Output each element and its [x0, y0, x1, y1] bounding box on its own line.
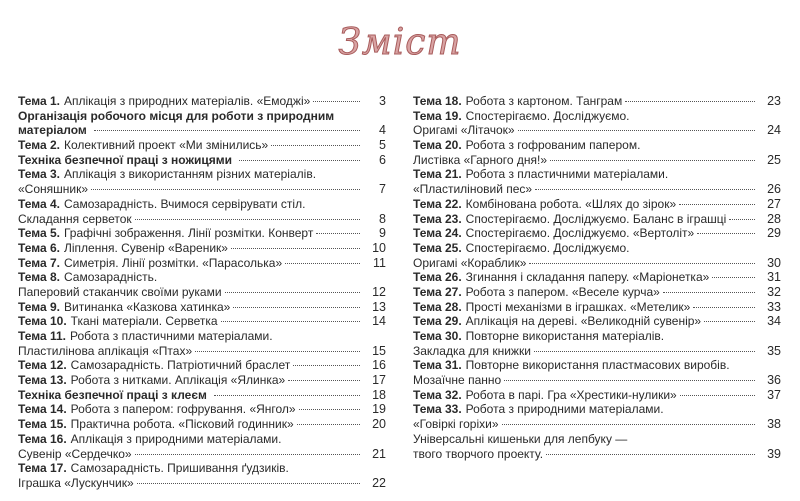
toc-line [18, 388, 386, 403]
toc-entry[interactable] [18, 167, 386, 196]
toc-entry[interactable] [413, 270, 781, 285]
toc-entry-label: Тема 8. [18, 270, 60, 285]
toc-page-number: 25 [767, 152, 781, 167]
toc-line [18, 167, 386, 182]
toc-entry[interactable] [413, 329, 781, 358]
toc-entry-title: Самозарадність. Пришивання ґудзиків. [70, 461, 289, 476]
dot-leader [625, 101, 755, 102]
toc-page-number: 38 [767, 417, 781, 432]
toc-page-number: 14 [372, 314, 386, 329]
toc-entry[interactable] [18, 417, 386, 432]
toc-page-number: 32 [767, 284, 781, 299]
toc-line [413, 226, 781, 241]
toc-line [413, 212, 781, 227]
toc-entry-title: Складання серветок [18, 211, 132, 226]
toc-entry[interactable] [18, 153, 386, 168]
toc-page-number: 33 [767, 299, 781, 314]
toc-page-number: 29 [767, 226, 781, 241]
toc-entry[interactable] [18, 138, 386, 153]
toc-line [413, 373, 781, 388]
dot-leader [535, 189, 755, 190]
toc-entry-label: Тема 1. [18, 94, 60, 108]
toc-line [18, 270, 386, 285]
dot-leader [293, 365, 360, 366]
toc-entry-label: Тема 20. [413, 138, 462, 153]
toc-line [18, 109, 386, 124]
toc-line [413, 109, 781, 124]
toc-entry-title: Колективний проект «Ми змінились» [63, 138, 269, 153]
toc-entry-label: Тема 5. [18, 226, 60, 241]
dot-leader [288, 380, 360, 381]
toc-line [413, 417, 781, 432]
toc-entry-label: Техніка безпечної праці з ножицями [18, 152, 232, 167]
dot-leader [529, 263, 755, 264]
toc-line [413, 270, 781, 285]
toc-page-number: 36 [767, 373, 781, 388]
toc-entry-title: Повторне використання матеріалів. [465, 329, 665, 343]
toc-line [413, 94, 781, 109]
toc-line [18, 402, 386, 417]
dot-leader [94, 130, 360, 131]
toc-entry-title: Графічні зображення. Лінії розмітки. Конверт [63, 226, 314, 241]
dot-leader [225, 292, 360, 293]
toc-entry-title: твого творчого проекту. [413, 446, 544, 461]
toc-entry[interactable] [413, 300, 781, 315]
toc-left-column [18, 94, 386, 491]
dot-leader [704, 321, 755, 322]
dot-leader [91, 189, 360, 190]
toc-entry-label: Тема 10. [18, 314, 67, 329]
dot-leader [550, 160, 755, 161]
toc-entry-label: Тема 22. [413, 196, 462, 211]
toc-line [18, 300, 386, 315]
toc-page-number: 13 [372, 299, 386, 314]
toc-line [413, 285, 781, 300]
toc-page-number: 19 [372, 402, 386, 417]
toc-entry-label: Тема 11. [18, 329, 66, 343]
toc-entry[interactable] [413, 241, 781, 270]
toc-page-number: 8 [379, 211, 386, 226]
toc-entry-title: Робота з картоном. Танграм [465, 94, 623, 108]
toc-line [413, 123, 781, 138]
toc-entry-label: Тема 15. [18, 417, 67, 432]
toc-entry-title: Мозаїчне панно [413, 373, 502, 388]
dot-leader [137, 483, 360, 484]
toc-line [18, 94, 386, 109]
toc-entry-title: Робота з гофрованим папером. [465, 138, 641, 153]
toc-entry-title: «Говіркі горіхи» [413, 417, 499, 432]
dot-leader [546, 454, 755, 455]
dot-leader [221, 321, 360, 322]
dot-leader [135, 219, 360, 220]
toc-entry[interactable] [18, 241, 386, 256]
toc-entry-title: Робота з нитками. Аплікація «Ялинка» [70, 373, 286, 388]
toc-line [413, 197, 781, 212]
toc-entry-label: Тема 31. [413, 358, 462, 373]
toc-entry-label: Тема 28. [413, 299, 462, 314]
toc-page-number: 12 [372, 284, 386, 299]
toc-page-number: 3 [379, 94, 386, 108]
toc-line [413, 388, 781, 403]
toc-line [18, 344, 386, 359]
toc-entry-title: Робота з папером: гофрування. «Янгол» [70, 402, 296, 417]
toc-entry-title: Повторне використання пластмасових виробів. [465, 358, 730, 373]
toc-right-column [413, 94, 781, 461]
toc-entry-title: «Пластиліновий пес» [413, 182, 533, 197]
toc-entry-title: Згинання і складання паперу. «Маріонетка» [465, 270, 710, 285]
toc-page-number: 7 [379, 182, 386, 197]
toc-entry-label: Тема 14. [18, 402, 67, 417]
toc-entry-label: Техніка безпечної праці з клеєм [18, 387, 207, 402]
dot-leader [729, 219, 755, 220]
toc-entry[interactable] [18, 256, 386, 271]
toc-line [413, 300, 781, 315]
toc-entry-title: Самозарадність. [63, 270, 158, 285]
dot-leader [534, 351, 755, 352]
toc-page-number: 5 [379, 138, 386, 153]
toc-line [413, 153, 781, 168]
toc-entry[interactable] [413, 109, 781, 138]
toc-page-number: 37 [767, 387, 781, 402]
toc-page-number: 15 [372, 343, 386, 358]
toc-line [18, 138, 386, 153]
toc-entry[interactable] [413, 167, 781, 196]
dot-leader [504, 380, 755, 381]
dot-leader [195, 351, 360, 352]
toc-page-number: 17 [372, 373, 386, 388]
toc-page-number: 31 [767, 270, 781, 285]
toc-entry-label: Тема 19. [413, 108, 462, 123]
toc-entry[interactable] [413, 212, 781, 227]
dot-leader [271, 145, 360, 146]
toc-entry-label: Тема 2. [18, 138, 60, 153]
toc-entry-title: Універсальні кишеньки для лепбуку — [413, 431, 628, 446]
toc-line [413, 447, 781, 462]
toc-entry-title: Аплікація з природних матеріалів. «Емоджі» [63, 94, 311, 108]
toc-page-number: 22 [372, 475, 386, 490]
toc-entry-title: Самозарадність. Патріотичний браслет [70, 358, 291, 373]
toc-page-number: 35 [767, 343, 781, 358]
toc-page-number: 20 [372, 417, 386, 432]
toc-entry[interactable] [413, 197, 781, 212]
dot-leader [712, 277, 755, 278]
toc-entry-title: Робота з природними матеріалами. [465, 402, 664, 417]
toc-entry-label: Тема 18. [413, 94, 462, 108]
dot-leader [299, 409, 360, 410]
toc-entry-label: Тема 30. [413, 329, 462, 343]
toc-page-number: 16 [372, 358, 386, 373]
toc-entry-title: Самозарадність. Вчимося сервірувати стіл. [63, 196, 306, 211]
toc-entry-title: Прості механізми в іграшках. «Метелик» [465, 299, 691, 314]
toc-line [18, 123, 386, 138]
toc-line [413, 358, 781, 373]
toc-entry-title: Іграшка «Лускунчик» [18, 475, 134, 490]
toc-line [413, 432, 781, 447]
dot-leader [663, 292, 755, 293]
toc-entry-label: Тема 13. [18, 373, 67, 388]
toc-entry[interactable] [18, 402, 386, 417]
toc-entry-title: Робота з папером. «Веселе курча» [465, 284, 660, 299]
toc-line [413, 344, 781, 359]
dot-leader [518, 130, 755, 131]
toc-line [413, 402, 781, 417]
toc-page-number: 21 [372, 446, 386, 461]
toc-entry-title: Спостерігаємо. Досліджуємо. Баланс в іграшці [465, 211, 727, 226]
toc-entry-title: Ткані матеріали. Серветка [70, 314, 218, 329]
toc-line [18, 476, 386, 491]
toc-entry-title: Комбінована робота. «Шлях до зірок» [465, 196, 677, 211]
toc-line [18, 447, 386, 462]
toc-entry[interactable] [18, 314, 386, 329]
toc-entry[interactable] [413, 314, 781, 329]
toc-entry[interactable] [413, 388, 781, 403]
toc-page-number: 26 [767, 182, 781, 197]
dot-leader [502, 424, 755, 425]
dot-leader [233, 307, 360, 308]
toc-line [18, 182, 386, 197]
toc-entry-label: Тема 23. [413, 211, 462, 226]
dot-leader [239, 160, 360, 161]
toc-entry-label: Тема 12. [18, 358, 67, 373]
toc-line [18, 373, 386, 388]
toc-entry-title: Оригамі «Літачок» [413, 123, 515, 138]
toc-line [413, 314, 781, 329]
dot-leader [693, 307, 755, 308]
toc-line [413, 329, 781, 344]
toc-entry[interactable] [18, 109, 386, 138]
dot-leader [214, 395, 360, 396]
toc-entry-title: Робота з пластичними матеріалами. [70, 329, 273, 343]
dot-leader [231, 248, 360, 249]
toc-entry-title: «Соняшник» [18, 182, 89, 197]
toc-entry-label: Тема 26. [413, 270, 462, 285]
toc-entry[interactable] [18, 226, 386, 241]
toc-entry[interactable] [18, 388, 386, 403]
toc-line [18, 153, 386, 168]
toc-entry-title: Оригамі «Кораблик» [413, 255, 527, 270]
toc-entry-title: Ліплення. Сувенір «Вареник» [63, 240, 228, 255]
toc-entry-label: Тема 7. [18, 255, 60, 270]
toc-line [18, 329, 386, 344]
toc-line [413, 138, 781, 153]
toc-entry[interactable] [18, 270, 386, 299]
toc-entry[interactable] [18, 94, 386, 109]
toc-entry-label: Тема 25. [413, 240, 462, 255]
toc-line [18, 358, 386, 373]
toc-entry[interactable] [413, 285, 781, 300]
toc-entry-label: Тема 24. [413, 226, 462, 241]
toc-page-number: 10 [372, 240, 386, 255]
toc-line [18, 212, 386, 227]
toc-entry-title: Аплікація з використанням різних матеріалів. [63, 167, 317, 182]
toc-entry-title: Пластилінова аплікація «Птах» [18, 343, 193, 358]
toc-entry-title: Листівка «Гарного дня!» [413, 152, 548, 167]
toc-line [18, 256, 386, 271]
toc-entry[interactable] [18, 358, 386, 373]
toc-entry-label: Тема 29. [413, 314, 462, 329]
toc-entry-title: Паперовий стаканчик своїми руками [18, 284, 222, 299]
dot-leader [316, 233, 360, 234]
toc-entry-label: Організація робочого місця для роботи з природним [18, 108, 335, 123]
toc-entry-label: матеріалом [18, 123, 87, 138]
dot-leader [135, 454, 360, 455]
toc-entry[interactable] [18, 432, 386, 461]
toc-entry-label: Тема 3. [18, 167, 60, 182]
toc-page-number: 30 [767, 255, 781, 270]
toc-entry-title: Витинанка «Казкова хатинка» [63, 299, 231, 314]
toc-entry-label: Тема 21. [413, 167, 462, 182]
toc-entry-title: Спостерігаємо. Досліджуємо. [465, 108, 630, 123]
toc-page-number: 23 [767, 94, 781, 108]
toc-page-number: 24 [767, 123, 781, 138]
toc-line [18, 461, 386, 476]
dot-leader [297, 424, 360, 425]
toc-line [18, 226, 386, 241]
page-title: Зміст [338, 22, 462, 63]
toc-entry[interactable] [413, 226, 781, 241]
toc-page-number: 28 [767, 211, 781, 226]
toc-page-number: 11 [373, 255, 386, 270]
toc-line [413, 256, 781, 271]
toc-entry-title: Робота в парі. Гра «Хрестики-нулики» [465, 387, 677, 402]
toc-entry-label: Тема 4. [18, 196, 60, 211]
toc-entry-title: Симетрія. Лінії розмітки. «Парасолька» [63, 255, 283, 270]
toc-entry-title: Спостерігаємо. Досліджуємо. [465, 240, 630, 255]
toc-page-number: 6 [379, 152, 386, 167]
toc-entry-title: Практична робота. «Пісковий годинник» [70, 417, 294, 432]
toc-line [413, 167, 781, 182]
toc-entry[interactable] [413, 138, 781, 167]
toc-entry[interactable] [18, 197, 386, 226]
toc-entry[interactable] [18, 300, 386, 315]
toc-entry-label: Тема 32. [413, 387, 462, 402]
toc-line [18, 314, 386, 329]
toc-entry-title: Аплікація з природними матеріалами. [70, 431, 282, 446]
toc-line [18, 432, 386, 447]
toc-entry-label: Тема 33. [413, 402, 462, 417]
toc-line [18, 285, 386, 300]
toc-page-number: 39 [767, 446, 781, 461]
toc-entry[interactable] [18, 461, 386, 490]
dot-leader [697, 233, 755, 234]
toc-entry[interactable] [18, 329, 386, 358]
dot-leader [313, 101, 360, 102]
toc-entry-title: Закладка для книжки [413, 343, 531, 358]
toc-line [413, 182, 781, 197]
toc-entry-title: Робота з пластичними матеріалами. [465, 167, 669, 182]
toc-entry[interactable] [18, 373, 386, 388]
toc-line [18, 417, 386, 432]
toc-page-number: 34 [767, 314, 781, 329]
toc-entry-title: Аплікація на дереві. «Великодній сувенір» [465, 314, 702, 329]
toc-entry[interactable] [413, 358, 781, 387]
dot-leader [285, 263, 360, 264]
toc-entry-label: Тема 9. [18, 299, 60, 314]
toc-line [18, 241, 386, 256]
toc-entry-label: Тема 6. [18, 240, 60, 255]
toc-entry-label: Тема 17. [18, 461, 67, 476]
toc-entry[interactable] [413, 94, 781, 109]
toc-entry[interactable] [413, 402, 781, 431]
toc-line [413, 241, 781, 256]
toc-entry-title: Сувенір «Сердечко» [18, 446, 132, 461]
toc-entry[interactable] [413, 432, 781, 461]
toc-entry-label: Тема 16. [18, 431, 67, 446]
toc-page-number: 27 [767, 196, 781, 211]
toc-entry-title: Спостерігаємо. Досліджуємо. «Вертоліт» [465, 226, 695, 241]
toc-page-number: 9 [379, 226, 386, 241]
dot-leader [679, 204, 755, 205]
toc-page-number: 4 [379, 123, 386, 138]
toc-page-number: 18 [372, 387, 386, 402]
toc-line [18, 197, 386, 212]
dot-leader [680, 395, 755, 396]
toc-entry-label: Тема 27. [413, 284, 462, 299]
